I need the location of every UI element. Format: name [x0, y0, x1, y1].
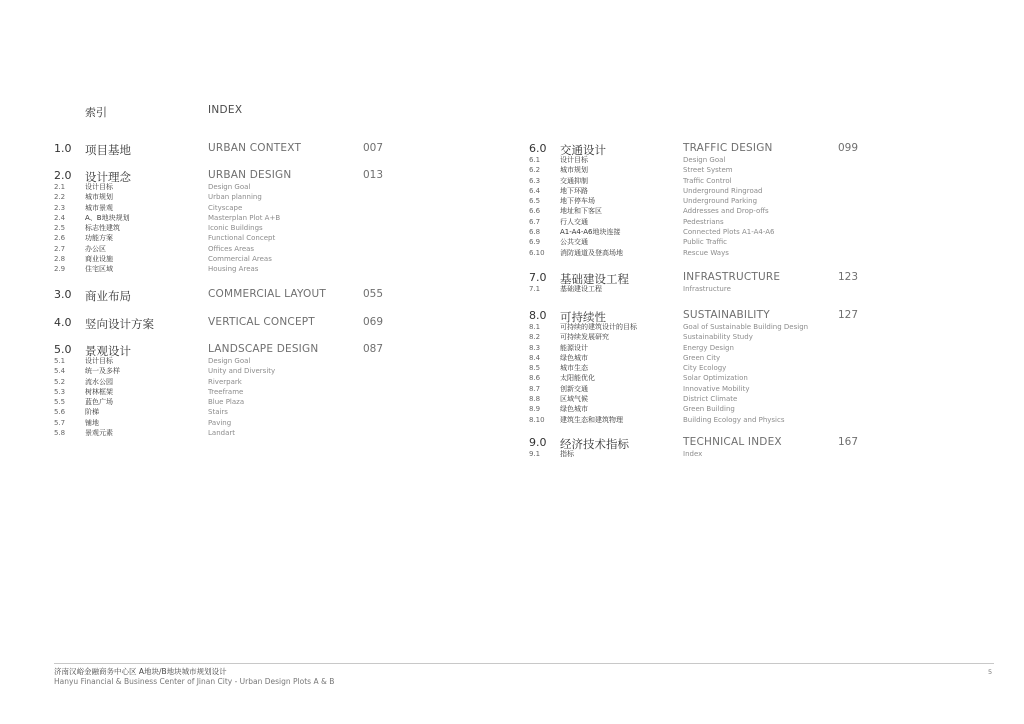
- subitem-title-zh: 创新交通: [560, 384, 588, 393]
- section-page: 167: [838, 436, 859, 448]
- section-page: 013: [363, 169, 384, 181]
- toc-subitem-list: [54, 357, 524, 439]
- toc-subitem: [54, 398, 524, 408]
- toc-subitem: [54, 367, 524, 377]
- section-title-en: TECHNICAL INDEX: [683, 436, 782, 448]
- subitem-title-en: District Climate: [683, 395, 738, 404]
- section-title-en: VERTICAL CONCEPT: [208, 316, 315, 328]
- subitem-title-zh: 地址和下客区: [560, 207, 602, 216]
- section-title-zh: 项目基地: [85, 143, 131, 157]
- subitem-title-en: Goal of Sustainable Building Design: [683, 323, 809, 331]
- subitem-number: 5.6: [54, 408, 66, 417]
- subitem-title-en: Design Goal: [208, 357, 251, 365]
- toc-section-heading: [529, 436, 999, 450]
- subitem-title-en: Infrastructure: [683, 285, 731, 293]
- toc-subitem: [529, 228, 999, 238]
- subitem-number: 2.5: [54, 224, 66, 233]
- subitem-title-en: Innovative Mobility: [683, 384, 750, 393]
- section-page: 127: [838, 309, 859, 321]
- subitem-title-en: Iconic Buildings: [208, 224, 263, 233]
- toc-subitem: [529, 385, 999, 395]
- toc-subitem: [54, 245, 524, 255]
- subitem-title-en: Green Building: [683, 405, 735, 414]
- section-title-en: SUSTAINABILITY: [683, 309, 770, 321]
- toc-subitem: [529, 354, 999, 364]
- footer-title-en: Hanyu Financial & Business Center of Jinan City - Urban Design Plots A & B: [54, 677, 335, 686]
- toc-subitem: [54, 255, 524, 265]
- section-page: 007: [363, 142, 384, 154]
- footer-title-zh: 济南汉峪金融商务中心区 A地块/B地块城市规划设计: [54, 667, 227, 676]
- subitem-title-zh: 太阳能优化: [560, 374, 595, 383]
- subitem-number: 2.6: [54, 234, 66, 243]
- subitem-title-zh: 标志性建筑: [85, 224, 120, 233]
- subitem-number: 8.7: [529, 384, 541, 393]
- index-header-zh: 索引: [85, 106, 107, 119]
- section-number: 2.0: [54, 169, 72, 182]
- section-number: 1.0: [54, 142, 72, 155]
- subitem-title-zh: 区域气候: [560, 395, 588, 404]
- subitem-title-zh: 可持续发展研究: [560, 333, 609, 342]
- toc-subitem: [529, 249, 999, 259]
- toc-subitem: [529, 344, 999, 354]
- subitem-title-en: Pedestrians: [683, 217, 724, 226]
- toc-subitem-list: [54, 183, 524, 276]
- subitem-title-zh: 消防通道及登高场地: [560, 248, 623, 257]
- toc-subitem: [54, 183, 524, 193]
- section-title-en: URBAN CONTEXT: [208, 142, 302, 154]
- subitem-number: 6.8: [529, 228, 541, 237]
- subitem-title-zh: 绿色城市: [560, 353, 588, 362]
- toc-subitem: [529, 156, 999, 166]
- subitem-title-zh: 阶梯: [85, 408, 99, 417]
- toc-subitem: [54, 224, 524, 234]
- subitem-title-zh: 地下停车场: [560, 197, 595, 206]
- index-header-en: INDEX: [208, 104, 243, 116]
- subitem-number: 2.4: [54, 213, 66, 222]
- subitem-number: 8.5: [529, 364, 541, 373]
- toc-subitem: [54, 357, 524, 367]
- subitem-title-zh: 设计目标: [85, 183, 113, 191]
- subitem-title-en: Landart: [208, 429, 235, 438]
- subitem-title-zh: 城市生态: [560, 364, 588, 373]
- subitem-title-en: Urban planning: [208, 193, 262, 202]
- subitem-number: 8.9: [529, 405, 541, 414]
- subitem-title-zh: 功能方案: [85, 234, 113, 243]
- toc-section: [54, 142, 524, 156]
- subitem-title-en: City Ecology: [683, 364, 727, 373]
- subitem-number: 5.3: [54, 387, 66, 396]
- subitem-title-zh: 商业设施: [85, 255, 113, 264]
- toc-section-heading: [54, 142, 524, 156]
- toc-subitem: [529, 323, 999, 333]
- section-title-en: TRAFFIC DESIGN: [683, 142, 773, 154]
- subitem-title-zh: 交通抑制: [560, 176, 588, 185]
- section-number: 9.0: [529, 436, 547, 449]
- subitem-title-en: Blue Plaza: [208, 398, 245, 407]
- section-page: 055: [363, 288, 384, 300]
- subitem-title-en: Sustainability Study: [683, 333, 753, 342]
- toc-subitem: [54, 419, 524, 429]
- section-page: 087: [363, 343, 384, 355]
- section-page: 099: [838, 142, 859, 154]
- subitem-title-en: Energy Design: [683, 343, 734, 352]
- section-title-zh: 可持续性: [560, 310, 606, 324]
- subitem-title-zh: 办公区: [85, 244, 106, 253]
- section-title-zh: 基础建设工程: [560, 272, 629, 286]
- toc-subitem: [54, 408, 524, 418]
- toc-subitem: [54, 378, 524, 388]
- toc-subitem: [54, 234, 524, 244]
- toc-section: [54, 316, 524, 330]
- page-number: 5: [988, 668, 993, 676]
- subitem-number: 2.3: [54, 203, 66, 212]
- toc-subitem: [529, 405, 999, 415]
- subitem-title-zh: 城市规划: [560, 166, 588, 175]
- subitem-title-en: Stairs: [208, 408, 228, 417]
- toc-section: [529, 271, 999, 295]
- subitem-number: 6.6: [529, 207, 541, 216]
- toc-subitem: [529, 450, 999, 460]
- toc-section-heading: [54, 316, 524, 330]
- subitem-title-zh: A、B地块规划: [85, 213, 130, 222]
- subitem-title-zh: 地下环路: [560, 186, 588, 195]
- subitem-title-zh: 指标: [560, 450, 574, 458]
- subitem-number: 5.5: [54, 398, 66, 407]
- subitem-number: 5.7: [54, 418, 66, 427]
- subitem-title-zh: 蓝色广场: [85, 398, 113, 407]
- subitem-title-zh: 公共交通: [560, 238, 588, 247]
- subitem-number: 6.3: [529, 176, 541, 185]
- subitem-title-zh: 基础建设工程: [560, 285, 602, 293]
- section-title-zh: 景观设计: [85, 344, 131, 358]
- subitem-number: 9.1: [529, 450, 541, 458]
- subitem-number: 5.8: [54, 429, 66, 438]
- subitem-title-en: Index: [683, 450, 703, 458]
- subitem-number: 6.4: [529, 186, 541, 195]
- section-number: 5.0: [54, 343, 72, 356]
- section-page: 123: [838, 271, 859, 283]
- subitem-title-en: Masterplan Plot A+B: [208, 213, 281, 222]
- toc-subitem: [54, 214, 524, 224]
- toc-subitem: [54, 193, 524, 203]
- toc-subitem: [529, 238, 999, 248]
- subitem-title-en: Connected Plots A1-A4-A6: [683, 228, 775, 237]
- subitem-number: 7.1: [529, 285, 541, 293]
- subitem-number: 8.2: [529, 333, 541, 342]
- subitem-title-zh: 设计目标: [85, 357, 113, 365]
- subitem-title-en: Functional Concept: [208, 234, 276, 243]
- toc-subitem: [529, 197, 999, 207]
- subitem-number: 6.10: [529, 248, 545, 257]
- section-title-zh: 商业布局: [85, 289, 131, 303]
- subitem-title-zh: 行人交通: [560, 217, 588, 226]
- toc-subitem-list: [529, 450, 999, 460]
- subitem-title-en: Commercial Areas: [208, 255, 272, 264]
- subitem-title-zh: 可持续的建筑设计的目标: [560, 323, 637, 331]
- subitem-number: 5.2: [54, 377, 66, 386]
- footer-divider: [54, 663, 994, 664]
- toc-section-heading: [529, 271, 999, 285]
- section-title-en: URBAN DESIGN: [208, 169, 292, 181]
- subitem-title-en: Building Ecology and Physics: [683, 415, 785, 424]
- subitem-title-en: Riverpark: [208, 377, 242, 386]
- subitem-title-en: Solar Optimization: [683, 374, 748, 383]
- toc-subitem: [529, 333, 999, 343]
- toc-subitem: [54, 204, 524, 214]
- section-number: 8.0: [529, 309, 547, 322]
- subitem-title-en: Green City: [683, 353, 721, 362]
- section-number: 6.0: [529, 142, 547, 155]
- subitem-title-en: Underground Ringroad: [683, 186, 763, 195]
- subitem-title-en: Design Goal: [683, 156, 726, 164]
- subitem-title-zh: 设计目标: [560, 156, 588, 164]
- subitem-title-en: Cityscape: [208, 203, 243, 212]
- toc-subitem-list: [529, 323, 999, 426]
- section-number: 3.0: [54, 288, 72, 301]
- toc-subitem: [54, 388, 524, 398]
- subitem-title-zh: 统一及多样: [85, 367, 120, 376]
- section-page: 069: [363, 316, 384, 328]
- subitem-title-zh: 树林框架: [85, 387, 113, 396]
- subitem-number: 8.3: [529, 343, 541, 352]
- subitem-title-zh: 城市规划: [85, 193, 113, 202]
- section-title-en: COMMERCIAL LAYOUT: [208, 288, 326, 300]
- subitem-title-en: Street System: [683, 166, 733, 175]
- toc-subitem: [529, 207, 999, 217]
- section-number: 7.0: [529, 271, 547, 284]
- subitem-title-en: Paving: [208, 418, 232, 427]
- subitem-title-en: Traffic Control: [683, 176, 732, 185]
- toc-section-heading: [54, 343, 524, 357]
- subitem-number: 2.9: [54, 265, 66, 274]
- subitem-number: 8.4: [529, 353, 541, 362]
- toc-section: [529, 142, 999, 259]
- subitem-title-zh: 景观元素: [85, 429, 113, 438]
- subitem-number: 8.8: [529, 395, 541, 404]
- section-number: 4.0: [54, 316, 72, 329]
- toc-subitem: [54, 265, 524, 275]
- subitem-title-en: Unity and Diversity: [208, 367, 276, 376]
- subitem-number: 8.6: [529, 374, 541, 383]
- section-title-zh: 设计理念: [85, 170, 131, 184]
- subitem-title-zh: 住宅区域: [85, 265, 113, 274]
- subitem-number: 6.2: [529, 166, 541, 175]
- section-title-en: INFRASTRUCTURE: [683, 271, 781, 283]
- subitem-number: 5.4: [54, 367, 66, 376]
- toc-section-heading: [54, 169, 524, 183]
- toc-section-heading: [529, 142, 999, 156]
- subitem-number: 8.10: [529, 415, 545, 424]
- subitem-title-en: Addresses and Drop-offs: [683, 207, 769, 216]
- subitem-title-en: Offices Areas: [208, 244, 255, 253]
- subitem-title-en: Treeframe: [208, 387, 244, 396]
- subitem-title-en: Housing Areas: [208, 265, 259, 274]
- toc-subitem: [529, 374, 999, 384]
- toc-section: [54, 288, 524, 302]
- subitem-title-zh: 流水公园: [85, 377, 113, 386]
- toc-section-heading: [529, 309, 999, 323]
- subitem-title-zh: A1-A4-A6地块连接: [560, 228, 621, 237]
- toc-subitem-list: [529, 156, 999, 259]
- subitem-title-zh: 绿色城市: [560, 405, 588, 414]
- subitem-title-en: Underground Parking: [683, 197, 758, 206]
- index-header: [54, 104, 524, 118]
- subitem-title-en: Design Goal: [208, 183, 251, 191]
- subitem-title-zh: 能源设计: [560, 343, 588, 352]
- subitem-number: 6.1: [529, 156, 541, 164]
- toc-section: [54, 169, 524, 276]
- toc-section: [529, 309, 999, 426]
- subitem-number: 6.7: [529, 217, 541, 226]
- subitem-number: 2.1: [54, 183, 66, 191]
- toc-subitem: [529, 285, 999, 295]
- subitem-number: 2.2: [54, 193, 66, 202]
- section-title-en: LANDSCAPE DESIGN: [208, 343, 319, 355]
- toc-subitem: [529, 187, 999, 197]
- toc-subitem: [529, 166, 999, 176]
- toc-subitem: [529, 364, 999, 374]
- subitem-number: 2.7: [54, 244, 66, 253]
- toc-subitem: [529, 416, 999, 426]
- subitem-title-zh: 铺地: [85, 418, 99, 427]
- toc-section: [529, 436, 999, 460]
- subitem-number: 5.1: [54, 357, 66, 365]
- toc-subitem: [529, 395, 999, 405]
- section-title-zh: 经济技术指标: [560, 437, 629, 451]
- subitem-number: 2.8: [54, 255, 66, 264]
- section-title-zh: 竖向设计方案: [85, 317, 154, 331]
- toc-subitem-list: [529, 285, 999, 295]
- subitem-title-en: Rescue Ways: [683, 248, 729, 257]
- subitem-title-zh: 建筑生态和建筑物理: [560, 415, 623, 424]
- toc-section: [54, 343, 524, 439]
- toc-section-heading: [54, 288, 524, 302]
- section-title-zh: 交通设计: [560, 143, 606, 157]
- toc-subitem: [54, 429, 524, 439]
- subitem-title-zh: 城市景观: [85, 203, 113, 212]
- subitem-number: 6.9: [529, 238, 541, 247]
- subitem-number: 8.1: [529, 323, 541, 331]
- toc-subitem: [529, 218, 999, 228]
- subitem-title-en: Public Traffic: [683, 238, 727, 247]
- subitem-number: 6.5: [529, 197, 541, 206]
- toc-subitem: [529, 177, 999, 187]
